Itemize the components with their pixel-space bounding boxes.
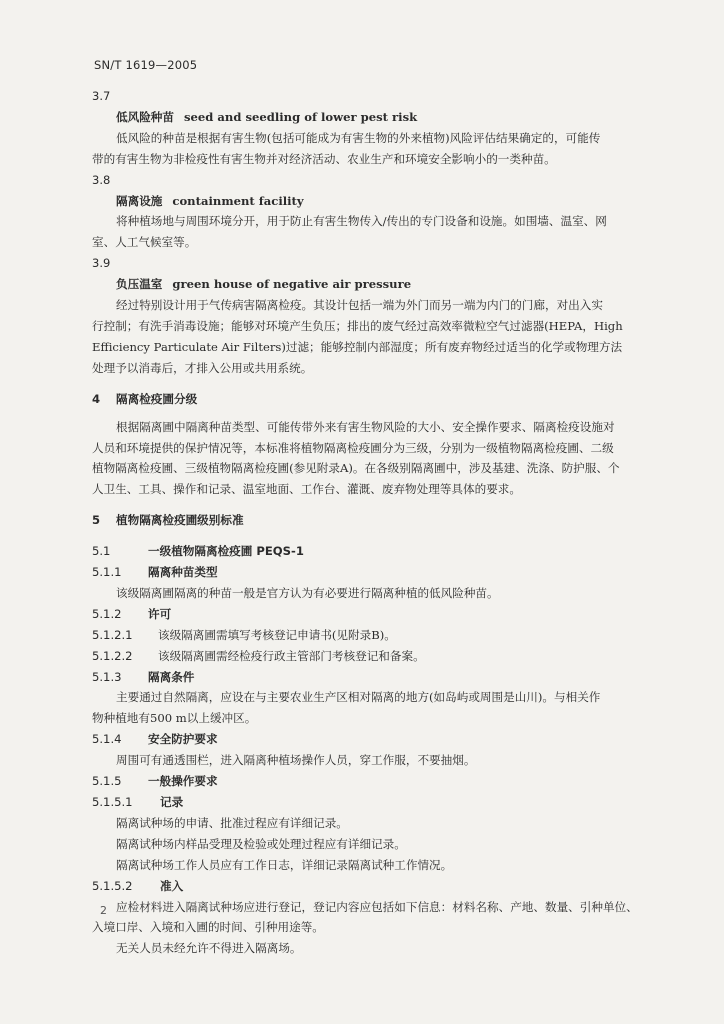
term-number: 3.7 bbox=[92, 89, 111, 103]
clause-number: 5.1.2 bbox=[92, 606, 122, 621]
clause-title: 隔离条件 bbox=[148, 669, 195, 684]
clause-title: 一般操作要求 bbox=[148, 774, 218, 789]
clause-text-line: 主要通过自然隔离，应设在与主要农业生产区相对隔离的地方(如岛屿或周围是山川)。与相关作 bbox=[116, 690, 601, 705]
clause-heading bbox=[92, 541, 672, 562]
clause-number: 5.1.2.1 bbox=[92, 627, 133, 642]
clause-item bbox=[92, 625, 672, 646]
clause-heading bbox=[92, 771, 672, 792]
term-heading bbox=[92, 191, 672, 212]
clause-text-line: 隔离试种场的申请、批准过程应有详细记录。 bbox=[116, 815, 348, 830]
term-title-zh: 低风险种苗 bbox=[116, 109, 174, 124]
clause-title: 准入 bbox=[160, 878, 184, 893]
term-definition-line: 经过特别设计用于气传病害隔离检疫。其设计包括一端为外门而另一端为内门的门廊，对出入实 bbox=[116, 298, 603, 313]
clause-number: 5.1 bbox=[92, 544, 111, 559]
term-definition-line: Efficiency Particulate Air Filters)过滤；能够控制内部湿度；所有废弃物经过适当的化学或物理方法 bbox=[92, 339, 623, 354]
clause-number: 5.1.3 bbox=[92, 669, 122, 684]
clause-number: 5.1.5.1 bbox=[92, 795, 133, 809]
clause-heading bbox=[92, 562, 672, 583]
clause-number: 5.1.5 bbox=[92, 774, 122, 789]
section-heading bbox=[92, 389, 672, 410]
clause-heading bbox=[92, 792, 672, 813]
clause-number: 5.1.5.2 bbox=[92, 878, 133, 893]
clause-heading bbox=[92, 876, 672, 897]
term-title-zh: 隔离设施 bbox=[116, 193, 163, 208]
clause-text-line: 无关人员未经允许不得进入隔离场。 bbox=[116, 941, 302, 956]
term-heading bbox=[92, 107, 672, 128]
term-definition-line: 将种植场地与周围环境分开，用于防止有害生物传入/传出的专门设备和设施。如围墙、温室、网 bbox=[116, 214, 607, 229]
clause-text: 该级隔离圃需经检疫行政主管部门考核登记和备案。 bbox=[158, 648, 425, 663]
term-title-en: containment facility bbox=[172, 193, 304, 208]
clause-text: 该级隔离圃需填写考核登记申请书(见附录B)。 bbox=[158, 627, 396, 642]
term-number: 3.8 bbox=[92, 172, 111, 187]
clause-title: 安全防护要求 bbox=[148, 732, 218, 747]
clause-title: 记录 bbox=[160, 795, 184, 809]
term-number: 3.9 bbox=[92, 256, 111, 271]
clause-heading bbox=[92, 604, 672, 625]
section-title: 植物隔离检疫圃级别标准 bbox=[116, 513, 244, 528]
main-content bbox=[92, 86, 672, 959]
clause-text-line: 隔离试种场工作人员应有工作日志，详细记录隔离试种工作情况。 bbox=[116, 857, 453, 872]
clause-heading bbox=[92, 729, 672, 750]
term-definition-line: 室、人工气候室等。 bbox=[92, 235, 197, 250]
clause-text-line: 隔离试种场内样品受理及检验或处理过程应有详细记录。 bbox=[116, 836, 406, 851]
running-header: SN/T 1619—2005 bbox=[94, 58, 198, 72]
clause-title: 许可 bbox=[148, 606, 172, 621]
page-number: 2 bbox=[100, 904, 107, 917]
clause-title: 一级植物隔离检疫圃 PEQS-1 bbox=[148, 544, 304, 559]
term-title-zh: 负压温室 bbox=[116, 277, 163, 292]
section-number: 5 bbox=[92, 513, 101, 528]
section-heading bbox=[92, 510, 672, 531]
section-number: 4 bbox=[92, 391, 101, 406]
clause-number: 5.1.1 bbox=[92, 565, 122, 580]
section-title: 隔离检疫圃分级 bbox=[116, 391, 198, 406]
section-paragraph-line: 人卫生、工具、操作和记录、温室地面、工作台、灌溉、废弃物处理等具体的要求。 bbox=[92, 482, 521, 497]
clause-item bbox=[92, 646, 672, 667]
section-paragraph-line: 根据隔离圃中隔离种苗类型、可能传带外来有害生物风险的大小、安全操作要求、隔离检疫设施对 bbox=[116, 419, 615, 434]
clause-title: 隔离种苗类型 bbox=[148, 565, 218, 580]
term-definition-line: 处理予以消毒后，才排入公用或共用系统。 bbox=[92, 360, 313, 375]
clause-text-line: 应检材料进入隔离试种场应进行登记，登记内容应包括如下信息：材料名称、产地、数量、引种单位、 bbox=[116, 899, 638, 914]
term-title-en: green house of negative air pressure bbox=[172, 277, 412, 292]
clause-text-line: 周围可有通透围栏，进入隔离种植场操作人员，穿工作服，不要抽烟。 bbox=[116, 753, 476, 768]
term-title-en: seed and seedling of lower pest risk bbox=[183, 109, 418, 124]
clause-text-line: 该级隔离圃隔离的种苗一般是官方认为有必要进行隔离种植的低风险种苗。 bbox=[116, 585, 499, 600]
clause-number: 5.1.2.2 bbox=[92, 648, 133, 663]
clause-text-line: 入境口岸、入境和入圃的时间、引种用途等。 bbox=[92, 920, 324, 935]
section-paragraph-line: 人员和环境提供的保护情况等，本标准将植物隔离检疫圃分为三级，分别为一级植物隔离检疫圃、二级 bbox=[92, 440, 614, 455]
section-paragraph-line: 植物隔离检疫圃、三级植物隔离检疫圃(参见附录A)。在各级别隔离圃中，涉及基建、洗涤、防护服、个 bbox=[92, 461, 620, 476]
term-definition-line: 低风险的种苗是根据有害生物(包括可能成为有害生物的外来植物)风险评估结果确定的，可能传 bbox=[116, 130, 601, 145]
term-definition-line: 带的有害生物为非检疫性有害生物并对经济活动、农业生产和环境安全影响小的一类种苗。 bbox=[92, 151, 556, 166]
clause-number: 5.1.4 bbox=[92, 732, 122, 747]
term-definition-line: 行控制；有洗手消毒设施；能够对环境产生负压；排出的废气经过高效率微粒空气过滤器(HEPA，High bbox=[92, 318, 623, 333]
term-heading bbox=[92, 274, 672, 295]
clause-heading bbox=[92, 667, 672, 688]
clause-text-line: 物种植地有500 m以上缓冲区。 bbox=[92, 711, 257, 726]
